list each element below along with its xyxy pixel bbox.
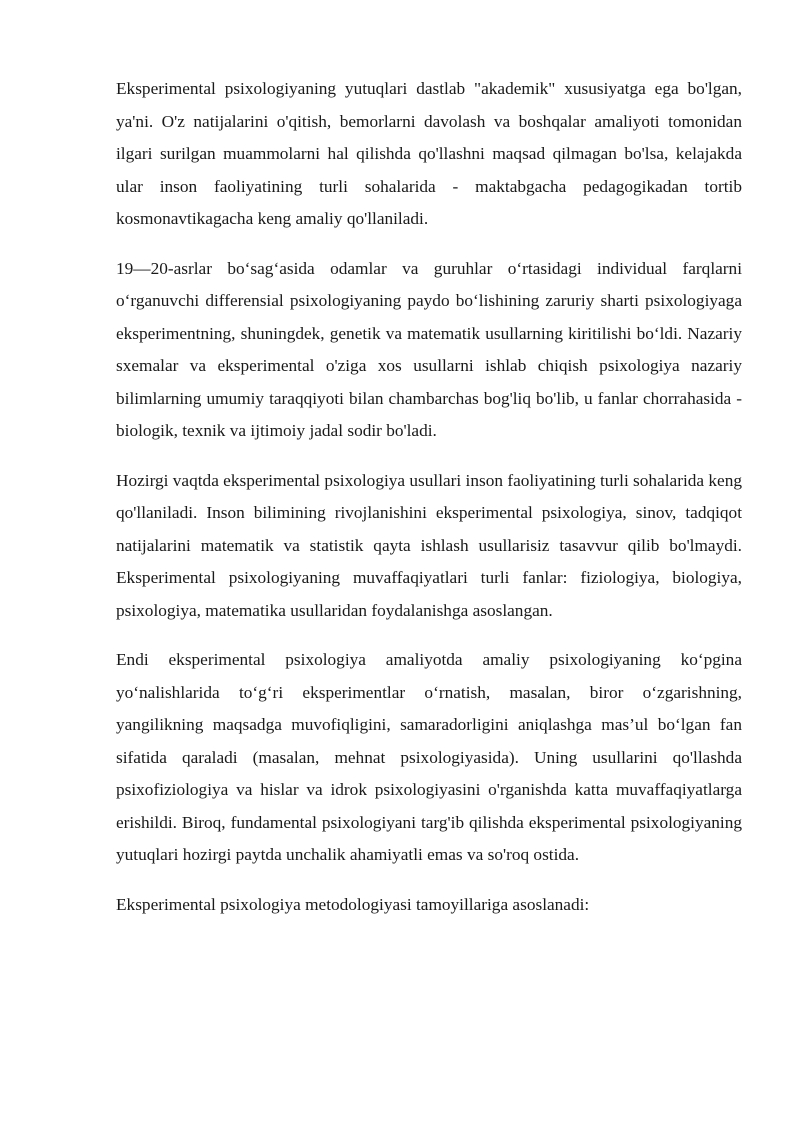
- paragraph-1: Eksperimental psixologiyaning yutuqlari dastlab "akademik" xususiyatga ega bo'lgan, ya'ni. O'z natijalarini o'qitish, bemorlarni davolash va boshqalar amaliyoti tomonidan ilgari surilgan muammolarni hal qilishda qo'llashni maqsad qilmagan bo'lsa, kelajakda ular inson faoliyatining turli sohalarida - maktabgacha pedagogikadan tortib kosmonavtikagacha keng amaliy qo'llaniladi.: [116, 79, 742, 228]
- paragraph-4: Endi eksperimental psixologiya amaliyotda amaliy psixologiyaning ko‘pgina yo‘nalishlarida to‘g‘ri eksperimentlar o‘rnatish, masalan, biror o‘zgarishning, yangilikning maqsadga muvofiqligini, samaradorligini aniqlashga mas’ul bo‘lgan fan sifatida qaraladi (masalan, mehnat psixologiyasida). Uning usullarini qo'llashda psixofiziologiya va hislar va idrok psixologiyasini o'rganishda katta muvaffaqiyatlarga erishildi. Biroq, fundamental psixologiyani targ'ib qilishda eksperimental psixologiyaning yutuqlari hozirgi paytda unchalik ahamiyatli emas va so'roq ostida.: [116, 650, 742, 864]
- paragraph-3: Hozirgi vaqtda eksperimental psixologiya usullari inson faoliyatining turli sohalarida keng qo'llaniladi. Inson bilimining rivojlanishini eksperimental psixologiya, sinov, tadqiqot natijalarini matematik va statistik qayta ishlash usullarisiz tasavvur qilib bo'lmaydi. Eksperimental psixologiyaning muvaffaqiyatlari turli fanlar: fiziologiya, biologiya, psixologiya, matematika usullaridan foydalanishga asoslangan.: [116, 470, 742, 620]
- document-body: [116, 73, 742, 938]
- paragraph-2: 19—20-asrlar bo‘sag‘asida odamlar va guruhlar o‘rtasidagi individual farqlarni o‘rganuvchi differensial psixologiyaning paydo bo‘lishining zaruriy sharti psixologiyaga eksperimentning, shuningdek, genetik va matematik usullarning kiritilishi bo‘ldi. Nazariy sxemalar va eksperimental o'ziga xos usullarni ishlab chiqish psixologiya nazariy bilimlarning umumiy taraqqiyoti bilan chambarchas bog'liq bo'lib, u fanlar chorrahasida - biologik, texnik va ijtimoiy jadal sodir bo'ladi.: [116, 258, 742, 440]
- paragraph-5: Eksperimental psixologiya metodologiyasi tamoyillariga asoslanadi:: [116, 894, 590, 914]
